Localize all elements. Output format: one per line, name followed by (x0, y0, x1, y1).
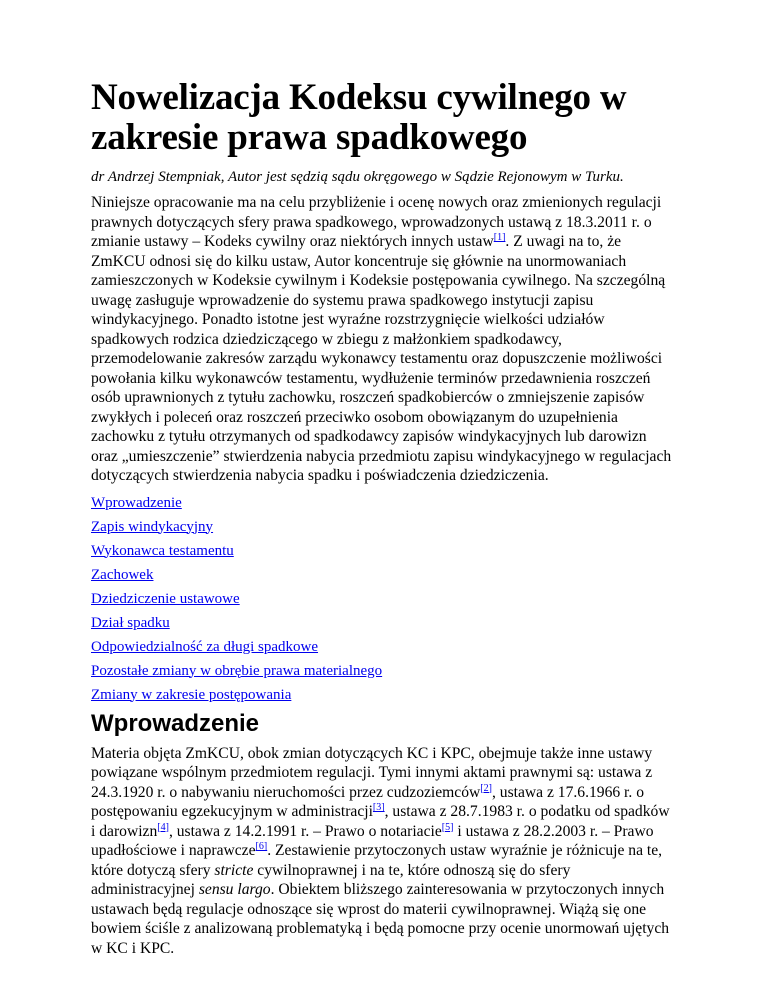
footnote-ref-5[interactable]: [5] (441, 821, 454, 833)
footnote-ref-2[interactable]: [2] (480, 782, 492, 794)
section-text-1: Materia objęta ZmKCU, obok zmian dotyczących KC i KPC, obejmuje także inne ustawy powiązane wspólnym przedmiotem regulacji. Tymi innymi aktami prawnymi są: ustawa z 24.3.1920 r. o nabywaniu nieruchomości przez cudzoziemców (91, 744, 653, 801)
toc-link-zachowek[interactable]: Zachowek (91, 566, 154, 583)
toc-link-odpowiedzialnosc[interactable]: Odpowiedzialność za długi spadkowe (91, 638, 319, 655)
toc-link-dzial-spadku[interactable]: Dział spadku (91, 614, 170, 631)
toc-item (91, 566, 673, 584)
toc-link-dziedziczenie-ustawowe[interactable]: Dziedziczenie ustawowe (91, 590, 240, 607)
section-text-5: i ustawa z 28.2.2003 r. – Prawo upadłościowe i naprawcze (91, 822, 654, 859)
footnote-ref-1[interactable]: [1] (493, 232, 506, 243)
toc-item (91, 494, 673, 512)
section-text-7: cywilnoprawnej i na te, które odnoszą się do sfery administracyjnej (91, 861, 571, 898)
section-text-6: . Zestawienie przytoczonych ustaw wyraźnie je różnicuje na te, które dotyczą sfery (91, 842, 663, 879)
document-title: Nowelizacja Kodeksu cywilnego w zakresie prawa spadkowego (91, 77, 627, 158)
italic-term-sensu-largo: sensu largo (198, 881, 271, 898)
section-text-8: . Obiektem bliższego zainteresowania w przytoczonych innych ustawach będą regulacje odnoszące się wprost do materii cywilnoprawnej. Wiążą się one bowiem ściśle z analizowaną problematyką i będą pomocne przy ocenie unormowań ujętych w KC i KPC. (91, 881, 670, 957)
footnote-ref-4[interactable]: [4] (157, 821, 169, 833)
toc-link-wprowadzenie[interactable]: Wprowadzenie (91, 494, 182, 511)
toc-link-wykonawca-testamentu[interactable]: Wykonawca testamentu (91, 542, 234, 559)
toc-item (91, 614, 673, 632)
footnote-ref-3[interactable]: [3] (372, 802, 385, 813)
section-text-4: , ustawa z 14.2.1991 r. – Prawo o notariacie (168, 822, 442, 840)
toc-item (91, 662, 673, 680)
toc-item (91, 518, 673, 536)
toc-link-zapis-windykacyjny[interactable]: Zapis windykacyjny (91, 518, 214, 535)
toc-item (91, 590, 673, 608)
toc-link-pozostale-zmiany[interactable]: Pozostałe zmiany w obrębie prawa materialnego (91, 662, 383, 679)
section-text-3: , ustawa z 28.7.1983 r. o podatku od spadków i darowizn (91, 803, 670, 840)
section-heading-wprowadzenie: Wprowadzenie (91, 709, 260, 737)
section-paragraph (91, 744, 673, 959)
toc-item (91, 686, 673, 704)
italic-term-stricte: stricte (214, 861, 254, 879)
footnote-ref-6[interactable]: [6] (255, 841, 268, 852)
section-text-2: , ustawa z 17.6.1966 r. o postępowaniu egzekucyjnym w administracji (91, 783, 644, 820)
intro-text-1: Niniejsze opracowanie ma na celu przybliżenie i ocenę nowych oraz zmienionych regulacji prawnych dotyczących sfery prawa spadkowego, wprowadzonych ustawą z 18.3.2011 r. o zmianie ustawy – Kodeks cywilny oraz niektórych innych ustaw (91, 194, 662, 250)
toc-item (91, 542, 673, 560)
table-of-contents (91, 494, 673, 704)
author-line: dr Andrzej Stempniak, Autor jest sędzią sądu okręgowego w Sądzie Rejonowym w Turku. (91, 169, 624, 185)
intro-text-2: . Z uwagi na to, że ZmKCU odnosi się do kilku ustaw, Autor koncentruje się głównie na unormowaniach zamieszczonych w Kodeksie cywilnym i Kodeksie postępowania cywilnego. Na szczególną uwagę zasługuje wprowadzenie do systemu prawa spadkowego instytucji zapisu windykacyjnego. Ponadto istotne jest wyraźne rozstrzygnięcie wielkości udziałów spadkowych rodzica dziedziczącego w zbiegu z małżonkiem spadkodawcy, przemodelowanie zakresów zarządu wykonawcy testamentu oraz dopuszczenie możliwości powołania kilku wykonawców testamentu, wydłużenie terminów przedawnienia roszczeń osób uprawnionych z tytułu zachowku, roszczeń spadkobierców o zmniejszenie zapisów zwykłych i poleceń oraz roszczeń przeciwko osobom obowiązanym do uzupełnienia zachowku z tytułu otrzymanych od spadkodawcy zapisów windykacyjnych lub darowizn oraz „umieszczenie” stwierdzenia nabycia przedmiotu zapisu windykacyjnego w regulacjach dotyczących stwierdzenia nabycia spadku i poświadczenia dziedziczenia. (91, 233, 672, 484)
toc-item (91, 638, 673, 656)
toc-link-zmiany-postepowania[interactable]: Zmiany w zakresie postępowania (91, 686, 292, 703)
intro-paragraph (91, 193, 673, 486)
